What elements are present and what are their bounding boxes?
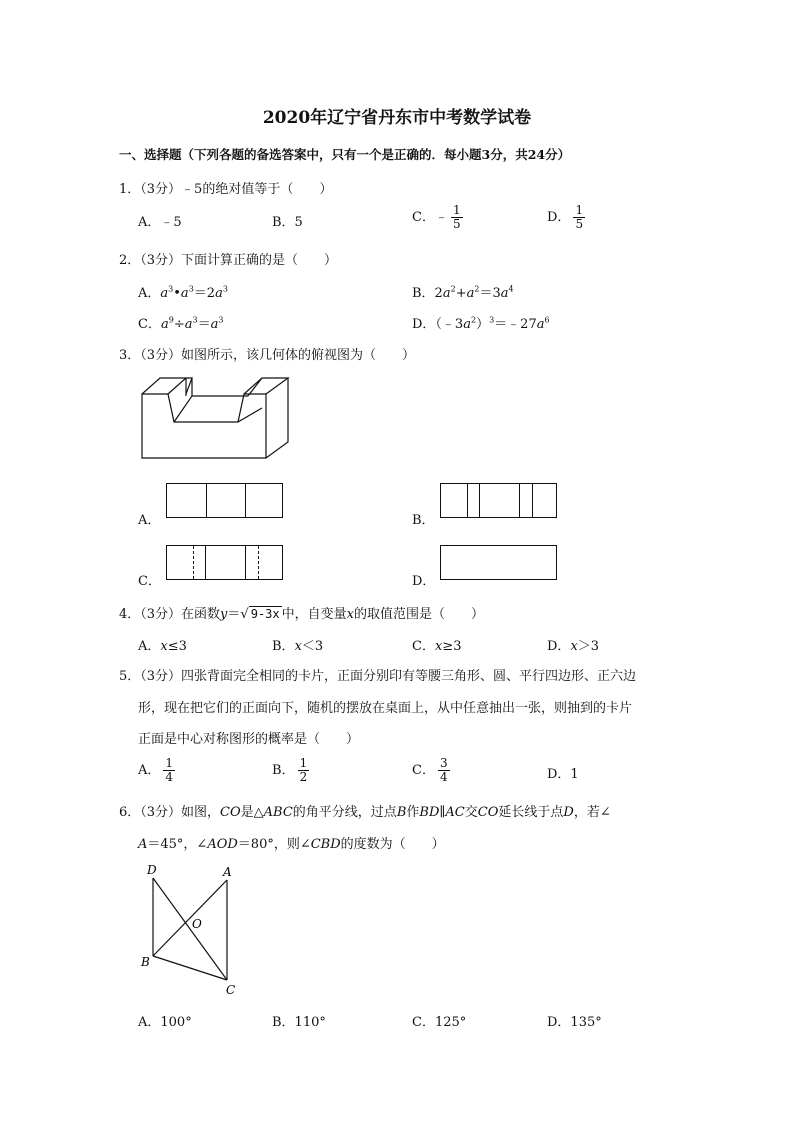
question-6-line-1: 6．（3分）如图，CO是△ABC的角平分线，过点B作BD∥AC交CO延长线于点D，若∠ [119, 805, 611, 820]
q3-option-a-figure [166, 483, 283, 518]
q2-option-c: C．$a^9\div a^3=a^3$ [138, 315, 224, 332]
question-3-stem: 3．（3分）如图所示，该几何体的俯视图为（ ） [119, 348, 416, 363]
section-heading: 一、选择题（下列各题的备选答案中，只有一个是正确的．每小题3分，共24分） [119, 147, 571, 162]
q4-option-d: D．x＞3 [547, 639, 600, 654]
q5-option-b: B． $\frac{1}{2}$ [272, 756, 308, 784]
q3-option-c-figure [166, 545, 283, 580]
q3-option-a-label: A． [138, 513, 161, 528]
page-title: 2020年辽宁省丹东市中考数学试卷 [262, 108, 532, 128]
label-d: D [147, 863, 157, 877]
q4-option-a: A．x≤3 [138, 639, 187, 654]
question-4-stem: 4．（3分）在函数y＝√ 9-3x 中，自变量x的取值范围是（ ） [119, 607, 484, 622]
q2-option-d: D．$(﹣3a^2)^3=﹣27a^6$ [412, 315, 550, 332]
question-5-line-1: 5．（3分）四张背面完全相同的卡片，正面分别印有等腰三角形、圆、平行四边形、正六边 [119, 669, 637, 684]
q6-option-d: D．135° [547, 1015, 602, 1030]
question-1-stem: 1．（3分）﹣5的绝对值等于（ ） [119, 182, 333, 197]
triangle-diagram [135, 858, 245, 998]
q5-option-d: D．1 [547, 767, 579, 782]
q2-option-b: B．$2a^2+a^2=3a^4$ [412, 284, 514, 301]
question-6-line-2: A＝45°，∠AOD＝80°，则∠CBD的度数为（ ） [138, 837, 445, 852]
q3-option-d-label: D． [412, 574, 436, 589]
question-5-line-3: 正面是中心对称图形的概率是（ ） [138, 732, 360, 747]
q3-option-d-figure [440, 545, 557, 580]
q1-option-d: D． $\frac{1}{5}$ [547, 203, 584, 231]
q4-option-c: C．x≥3 [412, 639, 462, 654]
label-b: B [141, 955, 150, 969]
q4-option-b: B．x＜3 [272, 639, 324, 654]
q1-option-c: C．﹣ $\frac{1}{5}$ [412, 203, 461, 231]
q6-option-c: C．125° [412, 1015, 467, 1030]
solid-figure-diagram [138, 374, 294, 464]
q1-option-b: B．5 [272, 215, 303, 230]
q1-option-a: A．﹣5 [138, 215, 182, 230]
question-5-line-2: 形，现在把它们的正面向下，随机的摆放在桌面上，从中任意抽出一张，则抽到的卡片 [138, 701, 633, 716]
q6-option-a: A．100° [138, 1015, 192, 1030]
label-o: O [192, 917, 202, 931]
q3-option-c-label: C． [138, 574, 161, 589]
question-2-stem: 2．（3分）下面计算正确的是（ ） [119, 253, 338, 268]
q3-option-b-label: B． [412, 513, 435, 528]
q5-option-c: C． $\frac{3}{4}$ [412, 756, 448, 784]
label-a: A [223, 865, 232, 879]
q5-option-a: A． $\frac{1}{4}$ [138, 756, 174, 784]
q3-option-b-figure [440, 483, 557, 518]
q2-option-a: A．$a^3•a^3=2a^3$ [138, 284, 228, 301]
q6-option-b: B．110° [272, 1015, 326, 1030]
label-c: C [226, 983, 236, 997]
